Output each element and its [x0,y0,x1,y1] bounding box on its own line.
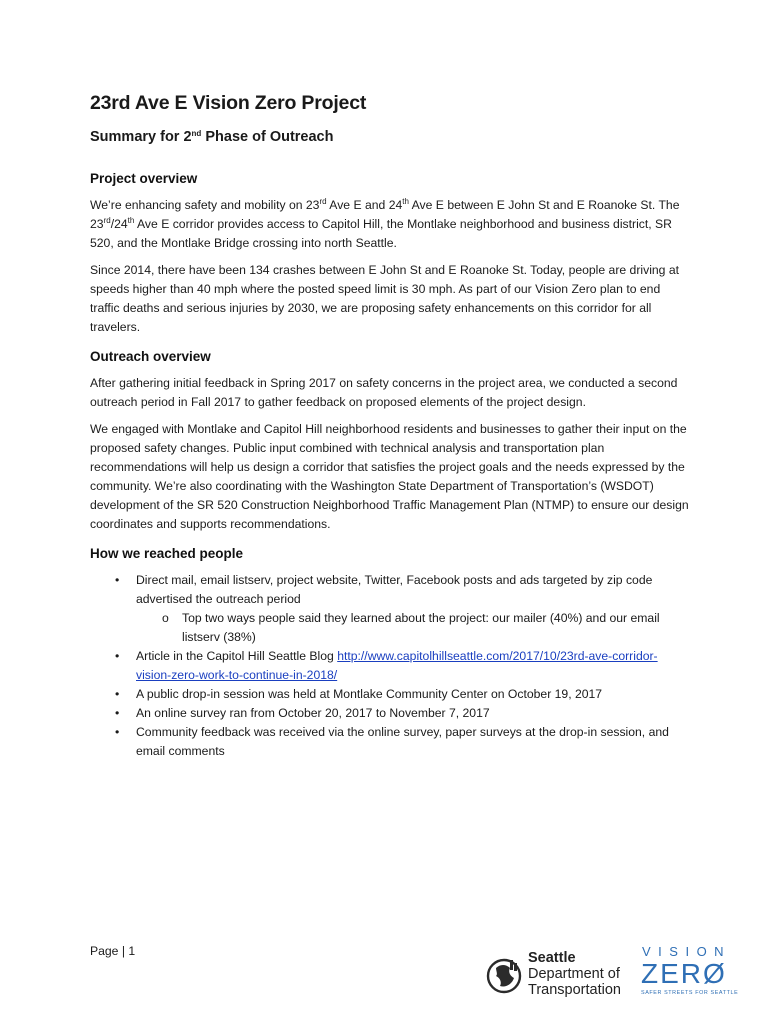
vision-zero-zero-text: ZERØ [641,958,727,989]
sub-bullet-icon: o [162,611,169,625]
how-we-reached-heading: How we reached people [90,546,244,561]
project-overview-heading: Project overview [90,171,198,186]
text-run: We’re enhancing safety and mobility on 23 [90,198,320,212]
text-run: Ave E between E John St and E Roanoke St. The 23 [90,198,680,231]
outreach-overview-paragraph-1: After gathering initial feedback in Spring 2017 on safety concerns in the project area, we conducted a second outreach period in Fall 2017 to gather feedback on proposed elements of the project design. [90,376,678,409]
list-item [90,685,690,704]
bullet-icon: • [115,725,120,739]
project-overview-paragraph-1 [90,196,690,253]
bullet-icon: • [115,649,120,663]
sdot-line-1: Seattle [528,950,576,966]
project-overview-section [90,171,690,337]
superscript: rd [103,216,111,225]
blog-article-link[interactable]: http://www.capitolhillseattle.com/2017/10/23rd-ave-corridor-vision-zero-work-to-continue-in-2018/ [136,649,658,682]
list-item-text: Community feedback was received via the online survey, paper surveys at the drop-in session, and email comments [136,725,669,758]
list-item [90,647,690,685]
page-title: 23rd Ave E Vision Zero Project [90,92,367,114]
bullet-icon: • [115,687,120,701]
sub-list [136,609,690,647]
vision-zero-tagline: SAFER STREETS FOR SEATTLE [641,990,739,996]
page-number: Page | 1 [90,944,136,958]
list-item [90,571,690,647]
page-subtitle [90,129,690,145]
how-we-reached-section [90,546,690,761]
bullet-icon: • [115,706,120,720]
list-item [90,704,690,723]
bullet-icon: • [115,573,120,587]
outreach-methods-list [90,571,690,761]
vision-zero-vision-text: VISION [642,944,732,959]
sdot-wordmark [528,950,621,998]
subtitle-superscript: nd [191,129,202,138]
list-item-text: Direct mail, email listserv, project website, Twitter, Facebook posts and ads targeted by zip code advertised the outreach period [136,573,653,606]
subtitle-text-end: Phase of Outreach [201,129,334,145]
text-run: /24 [110,217,128,231]
sub-list-item-text: Top two ways people said they learned about the project: our mailer (40%) and our email listserv (38%) [182,611,660,644]
sdot-logo [486,950,626,1002]
seattle-seal-icon [486,954,522,996]
list-item-text: Article in the Capitol Hill Seattle Blog [136,649,338,663]
superscript: th [402,197,409,206]
superscript: rd [319,197,327,206]
list-item [90,723,690,761]
project-overview-paragraph-2: Since 2014, there have been 134 crashes between E John St and E Roanoke St. Today, people are driving at speeds higher than 40 mph where the posted speed limit is 30 mph. As part of our Vision Zero plan to end traffic deaths and serious injuries by 2030, we are proposing safety enhancements on this corridor for all travelers. [90,263,680,334]
text-run: Ave E and 24 [326,198,403,212]
sub-list-item [136,609,690,647]
sdot-line-3: Transportation [528,982,621,998]
superscript: th [127,216,135,225]
list-item-text: A public drop-in session was held at Montlake Community Center on October 19, 2017 [136,687,603,701]
list-item-text: An online survey ran from October 20, 2017 to November 7, 2017 [136,706,490,720]
outreach-overview-heading: Outreach overview [90,349,211,364]
text-run: Ave E corridor provides access to Capitol Hill, the Montlake neighborhood and business district, SR 520, and the Montlake Bridge crossing into north Seattle. [90,217,672,250]
subtitle-text: Summary for 2 [90,129,192,145]
document-body [90,92,690,761]
outreach-overview-paragraph-2: We engaged with Montlake and Capitol Hill neighborhood residents and businesses to gather their input on the proposed safety changes. Public input combined with technical analysis and transportation plan recommendations will help us design a corridor that satisfies the project goals and the needs expressed by the community. We’re also coordinating with the Washington State Department of Transportation’s (WSDOT) development of the SR 520 Construction Neighborhood Traffic Management Plan (NTMP) to ensure our design coordinates and supports recommendations. [90,422,689,531]
vision-zero-logo [640,944,739,1000]
outreach-overview-section [90,349,690,534]
sdot-line-2: Department of [528,966,620,982]
